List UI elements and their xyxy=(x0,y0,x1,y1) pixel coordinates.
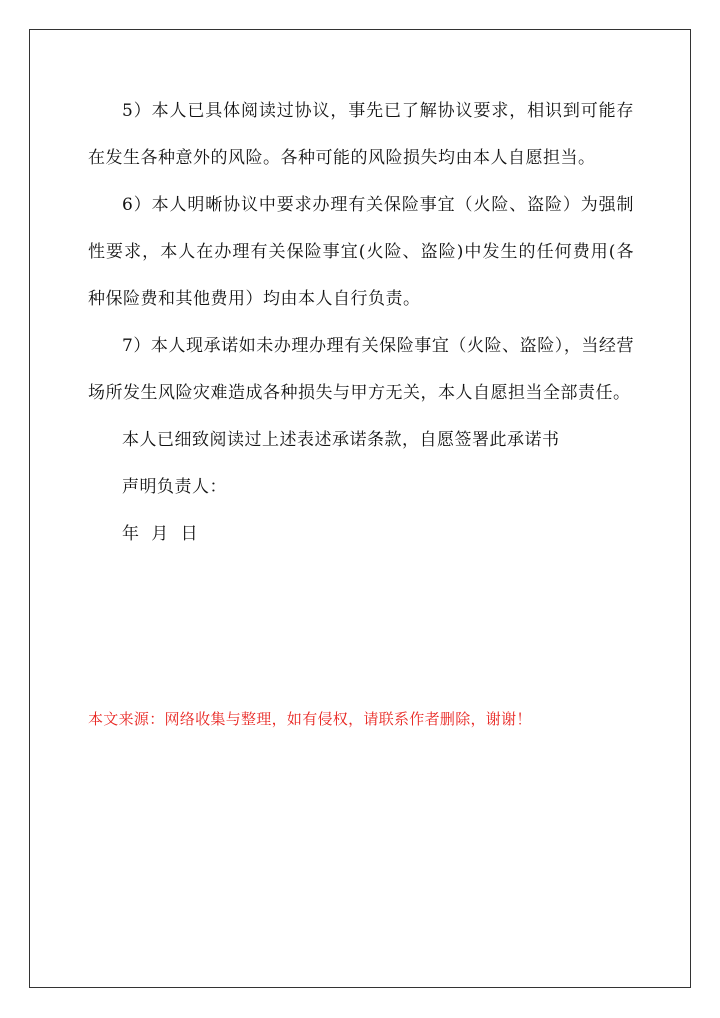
clause-5: 5）本人已具体阅读过协议，事先已了解协议要求，相识到可能存在发生各种意外的风险。各种可能的风险损失均由本人自愿担当。 xyxy=(88,101,634,168)
source-note: 本文来源：网络收集与整理，如有侵权，请联系作者删除，谢谢！ xyxy=(88,710,532,728)
date-label: 年 月 日 xyxy=(122,524,199,544)
acknowledgement-statement: 本人已细致阅读过上述表述承诺条款，自愿签署此承诺书 xyxy=(122,430,560,450)
signatory-label: 声明负责人： xyxy=(122,477,227,497)
clause-6: 6）本人明晰协议中要求办理有关保险事宜（火险、盗险）为强制性要求，本人在办理有关保险事宜(火险、盗险)中发生的任何费用(各种保险费和其他费用）均由本人自行负责。 xyxy=(88,195,634,309)
document-body xyxy=(88,88,634,558)
clause-7: 7）本人现承诺如未办理办理有关保险事宜（火险、盗险），当经营场所发生风险灾难造成各种损失与甲方无关，本人自愿担当全部责任。 xyxy=(88,336,634,403)
